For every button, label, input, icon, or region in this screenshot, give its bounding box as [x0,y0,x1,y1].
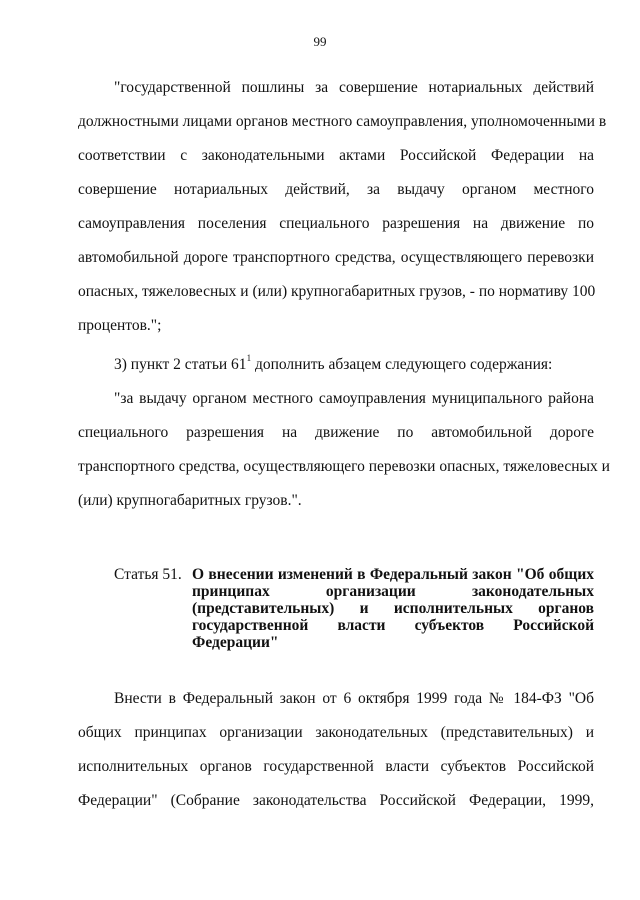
item-3-paragraph [78,348,594,382]
text-line: Федерации" (Собрание законодательства Российской Федерации, 1999, [78,792,594,809]
text-line: соответствии с законодательными актами Российской Федерации на [78,147,594,164]
text-line: общих принципах организации законодательных (представительных) и [78,724,594,741]
article-title [192,566,594,651]
text-line: автомобильной дороге транспортного средства, осуществляющего перевозки [78,249,594,266]
title-line: Федерации" [192,634,279,651]
item-3-text: 3) пункт 2 статьи 61 [114,356,247,373]
text-line: опасных, тяжеловесных и (или) крупногабаритных грузов, - по нормативу 100 [78,283,596,300]
text-line: самоуправления поселения специального разрешения на движение по [78,215,594,232]
text-line: совершение нотариальных действий, за выдачу органом местного [78,181,594,198]
article-label: Статья 51. [114,566,182,583]
title-line: О внесении изменений в Федеральный закон "Об общих [192,566,594,583]
title-line: государственной власти субъектов Российской [192,617,594,634]
title-line: принципах организации законодательных [192,583,594,600]
quoted-paragraph-fees [78,71,607,343]
text-line: Внести в Федеральный закон от 6 октября 1999 года № 184-ФЗ "Об [114,690,594,707]
text-line: "государственной пошлины за совершение нотариальных действий [114,79,594,96]
text-line: специального разрешения на движение по автомобильной дороге [78,424,594,441]
text-line: "за выдачу органом местного самоуправления муниципального района [114,390,594,407]
text-line: исполнительных органов государственной власти субъектов Российской [78,758,594,775]
text-line: транспортного средства, осуществляющего перевозки опасных, тяжеловесных и [78,458,610,475]
page-number: 99 [313,34,327,49]
item-3-text-rest: дополнить абзацем следующего содержания: [251,356,553,373]
body-paragraph [78,682,594,818]
text-line [78,348,594,382]
title-line: (представительных) и исполнительных органов [192,600,594,617]
text-line: должностными лицами органов местного самоуправления, уполномоченными в [78,113,607,130]
quoted-paragraph-permit [78,382,610,518]
text-line: процентов."; [78,317,162,334]
text-line: (или) крупногабаритных грузов.". [78,492,302,509]
superscript: 1 [246,352,252,363]
